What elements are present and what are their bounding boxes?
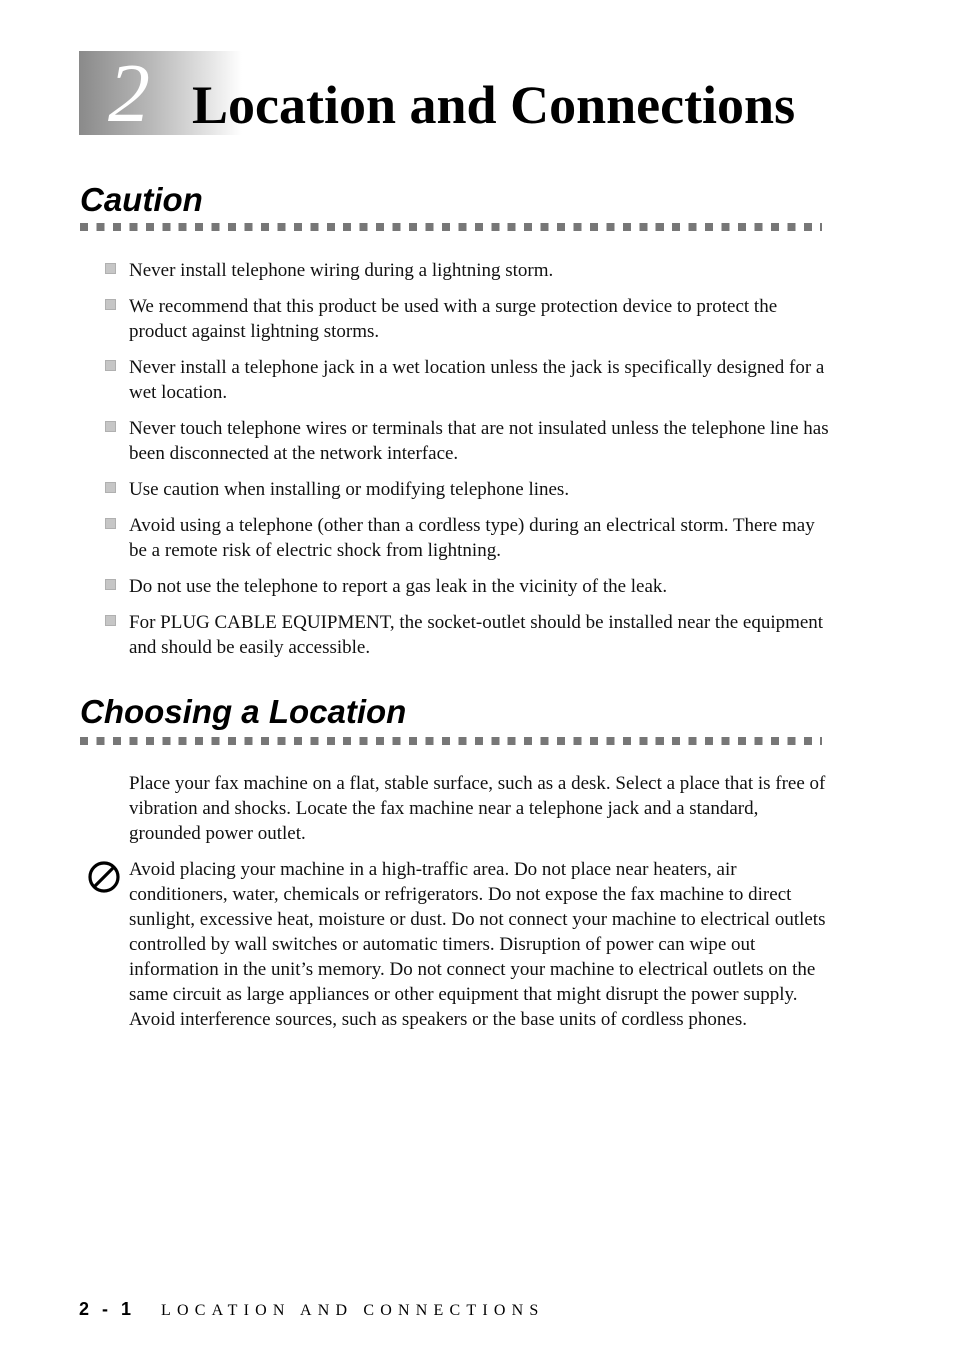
list-item-text: We recommend that this product be used with a surge protection device to protect the product against lightning storms.: [129, 296, 778, 342]
chapter-number: 2: [108, 47, 150, 140]
list-item-text: For PLUG CABLE EQUIPMENT, the socket-outlet should be installed near the equipment and should be easily accessible.: [129, 612, 824, 658]
list-item: [105, 513, 830, 563]
square-bullet-icon: [105, 615, 116, 626]
list-item-text: Avoid using a telephone (other than a cordless type) during an electrical storm. There may be a remote risk of electric shock from lightning.: [129, 515, 815, 561]
square-bullet-icon: [105, 360, 116, 371]
list-item-text: Never touch telephone wires or terminals that are not insulated unless the telephone line has been disconnected at the network interface.: [129, 418, 829, 464]
caution-list: [105, 258, 830, 671]
square-bullet-icon: [105, 263, 116, 274]
caution-heading: Caution: [80, 181, 203, 218]
location-warning-paragraph: Avoid placing your machine in a high-traffic area. Do not place near heaters, air conditioners, water, chemicals or refrigerators. Do not expose the fax machine to direct sunlight, excessive heat, moisture or dust. Do not connect your machine to electrical outlets controlled by wall switches or automatic timers. Disruption of power can wipe out information in the unit’s memory. Do not connect your machine to electrical outlets on the same circuit as large appliances or other equipment that might disrupt the power supply. Avoid interference sources, such as speakers or the base units of cordless phones.: [129, 859, 826, 1030]
chapter-title: Location and Connections: [192, 75, 796, 135]
list-item: [105, 477, 830, 502]
running-title: LOCATION AND CONNECTIONS: [161, 1302, 545, 1319]
list-item: [105, 294, 830, 344]
location-intro-paragraph: Place your fax machine on a flat, stable surface, such as a desk. Select a place that is free of vibration and shocks. Locate the fax machine near a telephone jack and a standard, grounded power outlet.: [129, 773, 826, 844]
square-bullet-icon: [105, 482, 116, 493]
list-item: [105, 574, 830, 599]
square-bullet-icon: [105, 518, 116, 529]
list-item: [105, 416, 830, 466]
square-bullet-icon: [105, 299, 116, 310]
list-item-text: Do not use the telephone to report a gas leak in the vicinity of the leak.: [129, 576, 668, 597]
page-footer: [79, 1299, 545, 1320]
list-item: [105, 258, 830, 283]
page-number: 2 - 1: [79, 1299, 136, 1319]
list-item-text: Never install a telephone jack in a wet location unless the jack is specifically designed for a wet location.: [129, 357, 825, 403]
square-bullet-icon: [105, 421, 116, 432]
location-divider: [80, 737, 822, 745]
list-item-text: Use caution when installing or modifying telephone lines.: [129, 479, 570, 500]
choosing-location-heading: Choosing a Location: [80, 693, 407, 730]
list-item-text: Never install telephone wiring during a lightning storm.: [129, 260, 554, 281]
list-item: [105, 610, 830, 660]
caution-divider: [80, 223, 822, 231]
list-item: [105, 355, 830, 405]
prohibited-icon: [86, 859, 122, 895]
square-bullet-icon: [105, 579, 116, 590]
